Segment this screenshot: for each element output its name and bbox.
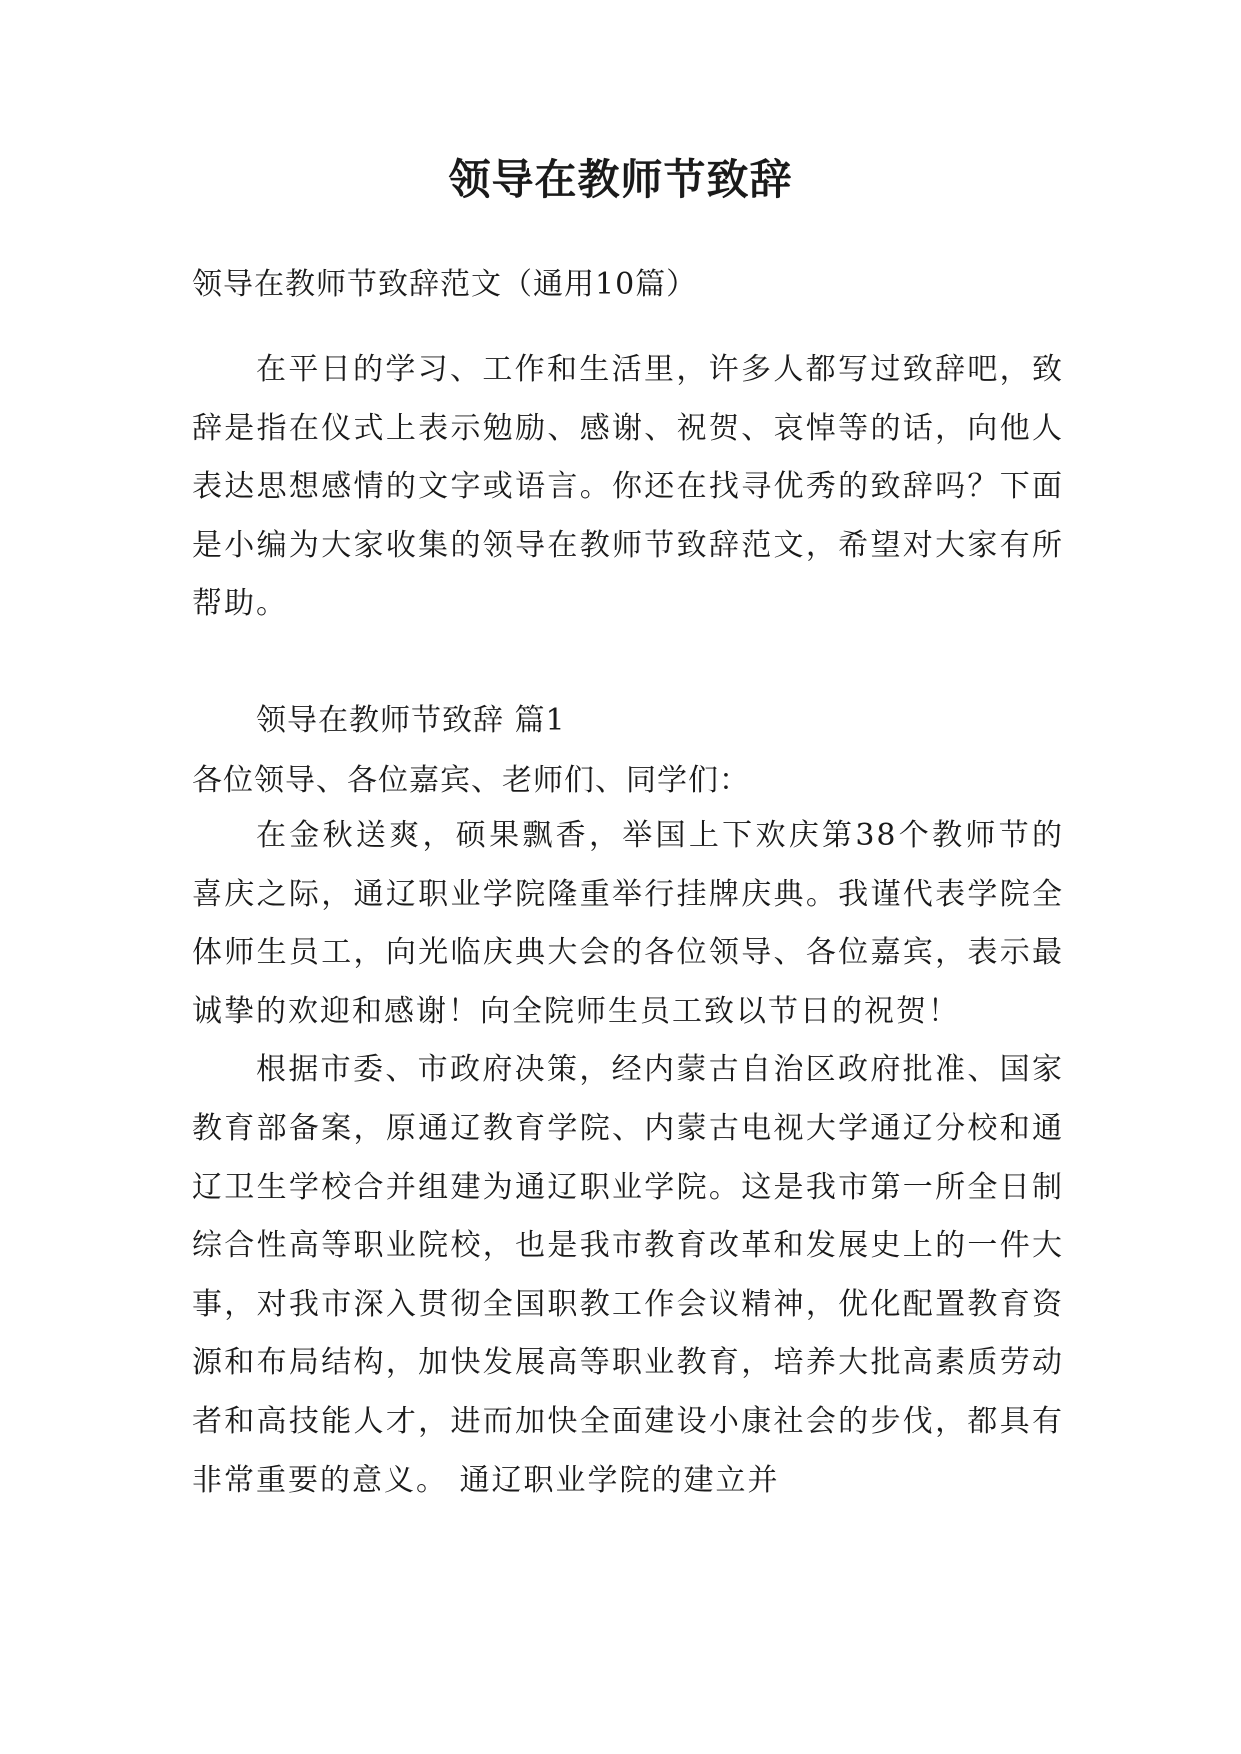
salutation: 各位领导、各位嘉宾、老师们、同学们： [192,763,750,798]
body-paragraph: 在金秋送爽，硕果飘香，举国上下欢庆第38个教师节的喜庆之际，通辽职业学院隆重举行挂牌庆典。我谨代表学院全体师生员工，向光临庆典大会的各位领导、各位嘉宾，表示最诚挚的欢迎和感谢！向全院师生员工致以节日的祝贺！ [192,818,1064,1029]
section-body [192,807,1064,1510]
document-title: 领导在教师节致辞 [448,155,793,204]
document-subtitle: 领导在教师节致辞范文（通用10篇） [192,267,698,302]
section-heading: 领导在教师节致辞 篇1 [256,703,566,738]
body-paragraph: 根据市委、市政府决策，经内蒙古自治区政府批准、国家教育部备案，原通辽教育学院、内蒙古电视大学通辽分校和通辽卫生学校合并组建为通辽职业学院。这是我市第一所全日制综合性高等职业院校，也是我市教育改革和发展史上的一件大事，对我市深入贯彻全国职教工作会议精神，优化配置教育资源和布局结构，加快发展高等职业教育，培养大批高素质劳动者和高技能人才，进而加快全面建设小康社会的步伐，都具有非常重要的意义。 通辽职业学院的建立并 [192,1052,1064,1498]
intro-paragraph: 在平日的学习、工作和生活里，许多人都写过致辞吧，致辞是指在仪式上表示勉励、感谢、祝贺、哀悼等的话，向他人表达思想感情的文字或语言。你还在找寻优秀的致辞吗？下面是小编为大家收集的领导在教师节致辞范文，希望对大家有所帮助。 [192,352,1064,622]
